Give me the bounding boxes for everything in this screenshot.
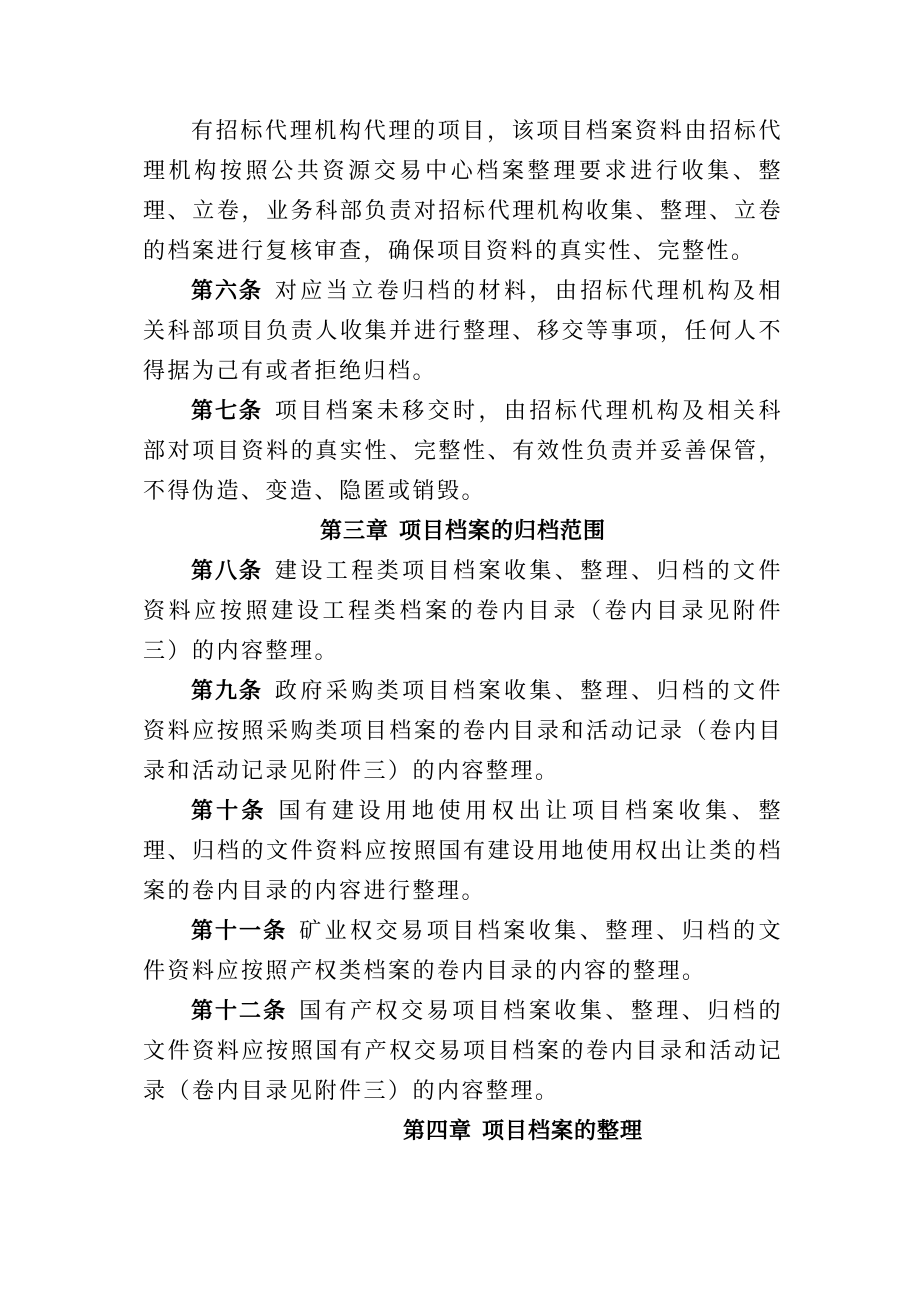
- article-number: 第十条: [191, 799, 267, 824]
- article-number: 第九条: [191, 679, 263, 704]
- chapter-number: 第四章: [402, 1119, 472, 1144]
- article-text: 矿业权交易项目档案收集、整理、归档的文件资料应按照产权类档案的卷内目录的内容的整理。: [143, 919, 783, 984]
- article-9: [143, 672, 783, 792]
- article-text: 对应当立卷归档的材料，由招标代理机构及相关科部项目负责人收集并进行整理、移交等事项，任何人不得据为己有或者拒绝归档。: [143, 279, 783, 384]
- article-10: [143, 792, 783, 912]
- article-number: 第六条: [191, 279, 263, 304]
- article-11: [143, 912, 783, 992]
- chapter-title: 项目档案的归档范围: [399, 519, 607, 544]
- article-8: [143, 552, 783, 672]
- article-12: [143, 992, 783, 1112]
- document-body: [143, 112, 783, 1152]
- article-number: 第十二条: [191, 999, 288, 1024]
- paragraph-agency-projects: [143, 112, 783, 272]
- article-6: [143, 272, 783, 392]
- article-7: [143, 392, 783, 512]
- article-text: 政府采购类项目档案收集、整理、归档的文件资料应按照采购类项目档案的卷内目录和活动记录（卷内目录和活动记录见附件三）的内容整理。: [143, 679, 783, 784]
- chapter-4-heading: [143, 1112, 783, 1152]
- article-number: 第八条: [191, 559, 263, 584]
- chapter-number: 第三章: [319, 519, 389, 544]
- article-text: 国有产权交易项目档案收集、整理、归档的文件资料应按照国有产权交易项目档案的卷内目录和活动记录（卷内目录见附件三）的内容整理。: [143, 999, 783, 1104]
- article-text: 项目档案未移交时，由招标代理机构及相关科部对项目资料的真实性、完整性、有效性负责并妥善保管，不得伪造、变造、隐匿或销毁。: [143, 399, 783, 504]
- chapter-title: 项目档案的整理: [482, 1119, 644, 1144]
- paragraph-text: 有招标代理机构代理的项目，该项目档案资料由招标代理机构按照公共资源交易中心档案整理要求进行收集、整理、立卷，业务科部负责对招标代理机构收集、整理、立卷的档案进行复核审查，确保项目资料的真实性、完整性。: [143, 119, 783, 264]
- article-text: 国有建设用地使用权出让项目档案收集、整理、归档的文件资料应按照国有建设用地使用权出让类的档案的卷内目录的内容进行整理。: [143, 799, 783, 904]
- chapter-3-heading: [143, 512, 783, 552]
- article-text: 建设工程类项目档案收集、整理、归档的文件资料应按照建设工程类档案的卷内目录（卷内目录见附件三）的内容整理。: [143, 559, 783, 664]
- article-number: 第七条: [191, 399, 263, 424]
- article-number: 第十一条: [191, 919, 288, 944]
